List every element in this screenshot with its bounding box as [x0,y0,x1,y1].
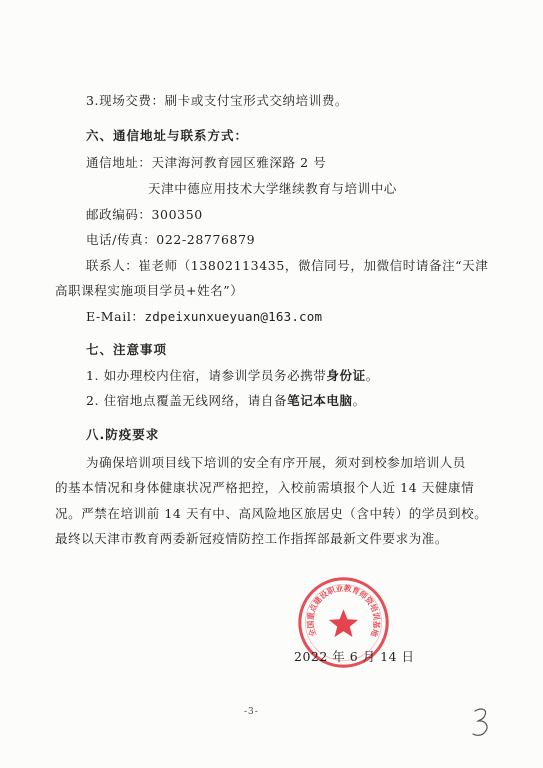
payment-item: 3.现场交费：刷卡或支付宝形式交纳培训费。 [86,93,349,108]
epidemic-line4: 最终以天津市教育两委新冠疫情防控工作指挥部最新文件要求为准。 [55,531,449,546]
page-number: -3- [244,707,259,717]
signature-date: 2022 年 6 月 14 日 [294,649,415,664]
notice2-bold: 笔记本电脑 [287,393,353,408]
epidemic-line2: 的基本情况和身体健康状况严格把控，入校前需填报个人近 14 天健康情 [55,480,475,495]
contact-line2: 高职课程实施项目学员+姓名”） [55,283,244,298]
address-line1: 通信地址：天津海河教育园区雅深路 2 号 [86,155,327,170]
epidemic-line1: 为确保培训项目线下培训的安全有序开展，须对到校参加培训人员 [86,455,466,470]
handwritten-page-mark-icon [470,706,494,738]
email-label: E-Mail： [86,309,145,324]
notice1-end: 。 [365,368,379,383]
notice-item-2 [86,393,366,409]
notice-item-1 [86,368,379,384]
section6-title: 六、通信地址与联系方式： [86,128,249,143]
address-line2: 天津中德应用技术大学继续教育与培训中心 [148,181,397,196]
epidemic-line3: 况。严禁在培训前 14 天有中、高风险地区旅居史（含中转）的学员到校。 [55,506,488,521]
email-line [86,309,322,325]
contact-line1: 联系人：崔老师（13802113435，微信同号，加微信时请备注“天津 [86,258,489,273]
email-value: zdpeixunxueyuan@163.com [144,309,323,324]
section7-title: 七、注意事项 [86,342,168,357]
notice2-end: 。 [352,393,366,408]
postcode: 邮政编码：300350 [86,207,203,222]
phone: 电话/传真：022-28776879 [86,232,256,247]
notice1-text: 1. 如办理校内住宿，请参训学员务必携带 [86,368,327,383]
notice1-bold: 身份证 [326,368,366,383]
notice2-text: 2. 住宿地点覆盖无线网络，请自备 [86,393,288,408]
seal-text: 全国重点建设职业教育师资培训基地 [305,583,382,638]
section8-title: 八.防疫要求 [86,427,160,442]
